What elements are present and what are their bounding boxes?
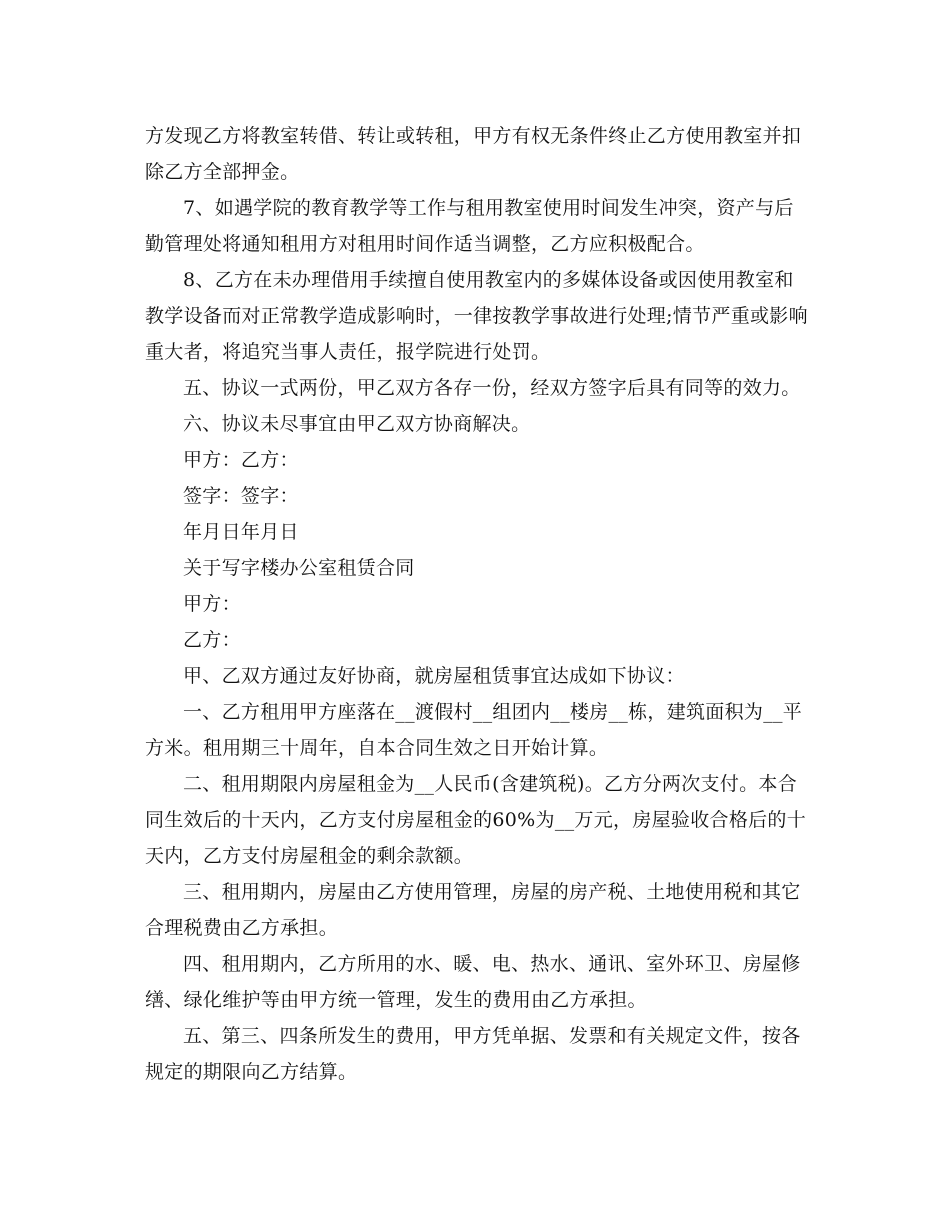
paragraph-article-2: 二、租用期限内房屋租金为__人民币(含建筑税)。乙方分两次支付。本合同生效后的十天内，乙方支付房屋租金的60%为__万元，房屋验收合格后的十天内，乙方支付房屋租金的剩余款额。 <box>145 773 807 867</box>
signature-labels-line: 签字：签字： <box>183 485 299 507</box>
paragraph-section-5-copies: 五、协议一式两份，甲乙双方各存一份，经双方签字后具有同等的效力。 <box>183 377 801 399</box>
paragraph-article-5: 五、第三、四条所发生的费用，甲方凭单据、发票和有关规定文件，按各规定的期限向乙方结算。 <box>145 1025 801 1083</box>
paragraph-article-3: 三、租用期内，房屋由乙方使用管理，房屋的房产税、土地使用税和其它合理税费由乙方承担。 <box>145 881 801 939</box>
paragraph-article-4: 四、租用期内，乙方所用的水、暖、电、热水、通讯、室外环卫、房屋修缮、绿化维护等由甲方统一管理，发生的费用由乙方承担。 <box>145 953 801 1011</box>
party-labels-line: 甲方：乙方： <box>183 449 299 471</box>
paragraph-clause-7: 7、如遇学院的教育教学等工作与租用教室使用时间发生冲突，资产与后勤管理处将通知租用方对租用时间作适当调整，乙方应积极配合。 <box>145 197 794 255</box>
party-b-label: 乙方： <box>183 629 241 651</box>
date-labels-line: 年月日年月日 <box>183 521 299 543</box>
paragraph-section-6-unresolved: 六、协议未尽事宜由甲乙双方协商解决。 <box>183 413 531 435</box>
paragraph-clause-8: 8、乙方在未办理借用手续擅自使用教室内的多媒体设备或因使用教室和教学设备而对正常教学造成影响时，一律按教学事故进行处理;情节严重或影响重大者，将追究当事人责任，报学院进行处罚。 <box>145 269 808 363</box>
paragraph-transfer-clause-continued: 方发现乙方将教室转借、转让或转租，甲方有权无条件终止乙方使用教室并扣除乙方全部押金。 <box>145 125 802 183</box>
paragraph-article-1: 一、乙方租用甲方座落在__渡假村__组团内__楼房__栋，建筑面积为__平方米。租用期三十周年，自本合同生效之日开始计算。 <box>145 701 803 759</box>
contract-title: 关于写字楼办公室租赁合同 <box>183 557 415 579</box>
document-body <box>145 118 810 1090</box>
paragraph-agreement-intro: 甲、乙双方通过友好协商，就房屋租赁事宜达成如下协议： <box>183 665 685 687</box>
party-a-label: 甲方： <box>183 593 241 615</box>
